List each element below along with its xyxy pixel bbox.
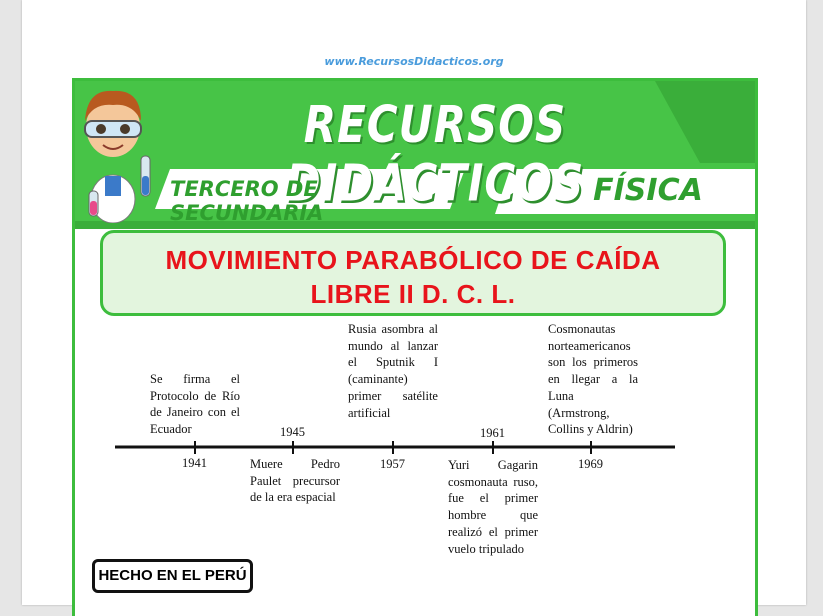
year-1945: 1945: [280, 425, 305, 439]
event-1945: Muere Pedro Paulet precursor de la era espacial: [250, 457, 340, 505]
event-1969: Cosmonautas norteamericanos son los primeros en llegar a la Luna (Armstrong, Collins y Aldrin): [548, 322, 638, 437]
year-1941: 1941: [182, 456, 207, 470]
document-page: [22, 0, 806, 605]
title-line-2: LIBRE II D. C. L.: [310, 279, 516, 309]
year-1961: 1961: [480, 426, 505, 440]
year-1969: 1969: [578, 457, 603, 471]
brand-title: RECURSOS DIDÁCTICOS: [285, 95, 585, 213]
grade-label: TERCERO DE SECUNDARIA: [170, 177, 324, 225]
site-url: www.RecursosDidacticos.org: [324, 55, 504, 68]
title-line-1: MOVIMIENTO PARABÓLICO DE CAÍDA: [165, 245, 661, 275]
subject-label: FÍSICA: [593, 173, 703, 208]
worksheet-frame: [72, 78, 758, 616]
event-1941: Se firma el Protocolo de Río de Janeiro con el Ecuador: [150, 372, 240, 437]
year-1957: 1957: [380, 457, 405, 471]
event-1957: Rusia asombra al mundo al lanzar el Sputnik I (caminante) primer satélite artificial: [348, 322, 438, 420]
made-in-peru-badge: HECHO EN EL PERÚ: [92, 559, 253, 593]
event-1961: Yuri Gagarin cosmonauta ruso, fue el primer hombre que realizó el primer vuelo tripulado: [448, 458, 538, 556]
